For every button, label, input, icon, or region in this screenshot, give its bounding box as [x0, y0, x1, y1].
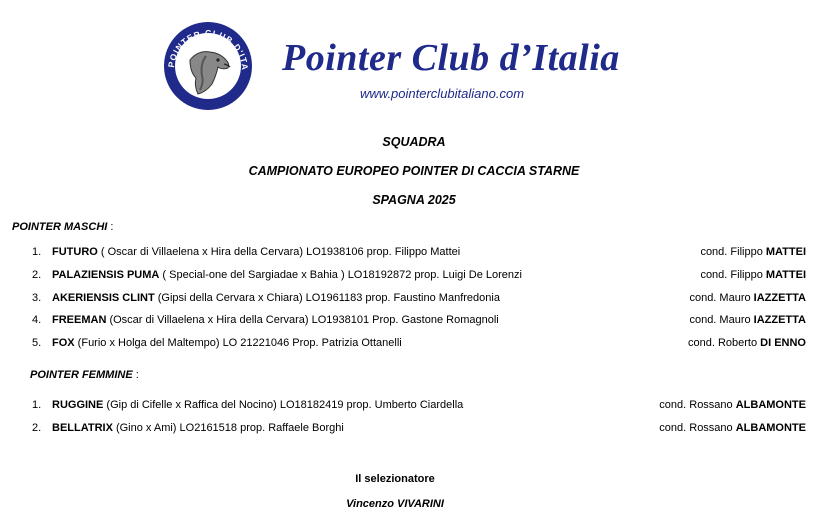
dog-name: RUGGINE	[52, 399, 104, 411]
heading-championship: CAMPIONATO EUROPEO POINTER DI CACCIA STARNE	[248, 164, 580, 178]
dog-name: AKERIENSIS CLINT	[52, 292, 155, 304]
handler-label: cond. Rossano	[659, 422, 736, 434]
list-item-number: 2.	[32, 422, 42, 434]
handler-label: cond. Mauro	[689, 292, 754, 304]
handler-surname: DI ENNO	[760, 337, 806, 349]
handler-surname: ALBAMONTE	[735, 422, 806, 434]
dog-name: FOX	[52, 337, 75, 349]
dog-details: (Gino x Ami) LO2161518 prop. Raffaele Borghi	[112, 422, 344, 434]
handler-surname: ALBAMONTE	[735, 399, 806, 411]
handler-label: cond. Roberto	[688, 337, 761, 349]
list-item	[0, 246, 828, 262]
section-title-females-text: POINTER FEMMINE	[30, 369, 133, 381]
handler	[688, 337, 806, 349]
handler-surname: IAZZETTA	[753, 314, 806, 326]
list-item-number: 1.	[32, 246, 42, 258]
section-title-males	[12, 221, 113, 233]
handler-label: cond. Filippo	[700, 269, 766, 281]
handler	[659, 399, 806, 411]
list-item-body	[52, 422, 344, 434]
section-title-females-suffix: :	[132, 369, 139, 381]
handler	[659, 422, 806, 434]
club-website[interactable]: www.pointerclubitaliano.com	[360, 86, 525, 101]
list-item-body	[52, 292, 500, 304]
dog-name: FREEMAN	[52, 314, 107, 326]
club-title: Pointer Club d’Italia	[282, 37, 620, 79]
list-item-body	[52, 269, 522, 281]
dog-name: BELLATRIX	[52, 422, 113, 434]
handler	[700, 269, 806, 281]
list-item	[0, 269, 828, 285]
section-title-males-text: POINTER MASCHI	[12, 221, 108, 233]
heading-location-year: SPAGNA 2025	[372, 193, 456, 207]
list-item-number: 2.	[32, 269, 42, 281]
logo-ring-text: POINTER CLUB D'ITA	[166, 27, 251, 72]
handler	[700, 246, 806, 258]
heading-squadra: SQUADRA	[382, 135, 446, 149]
section-title-males-suffix: :	[107, 221, 114, 233]
list-item-number: 3.	[32, 292, 42, 304]
list-item-number: 5.	[32, 337, 42, 349]
dog-details: ( Oscar di Villaelena x Hira della Cervara) LO1938106 prop. Filippo Mattei	[97, 246, 461, 258]
handler-label: cond. Filippo	[700, 246, 766, 258]
dog-details: (Gip di Cifelle x Raffica del Nocino) LO18182419 prop. Umberto Ciardella	[103, 399, 464, 411]
list-item	[0, 337, 828, 353]
dog-name: FUTURO	[52, 246, 98, 258]
dog-details: (Gipsi della Cervara x Chiara) LO1961183 prop. Faustino Manfredonia	[154, 292, 500, 304]
list-item-body	[52, 399, 463, 411]
handler-surname: IAZZETTA	[753, 292, 806, 304]
dog-details: (Furio x Holga del Maltempo) LO 21221046 Prop. Patrizia Ottanelli	[74, 337, 402, 349]
list-item-body	[52, 246, 460, 258]
handler-label: cond. Mauro	[689, 314, 754, 326]
dog-details: ( Special-one del Sargiadae x Bahia ) LO18192872 prop. Luigi De Lorenzi	[159, 269, 522, 281]
list-item-body	[52, 337, 402, 349]
handler-surname: MATTEI	[765, 246, 806, 258]
list-item-number: 1.	[32, 399, 42, 411]
list-item-body	[52, 314, 499, 326]
selector-label: Il selezionatore	[355, 473, 435, 485]
section-title-females	[30, 369, 139, 381]
list-item	[0, 399, 828, 415]
handler	[689, 292, 806, 304]
handler-surname: MATTEI	[765, 269, 806, 281]
handler-label: cond. Rossano	[659, 399, 736, 411]
pointer-club-logo	[160, 20, 256, 112]
list-item	[0, 314, 828, 330]
list-item	[0, 422, 828, 438]
list-item	[0, 292, 828, 308]
list-item-number: 4.	[32, 314, 42, 326]
selector-name: Vincenzo VIVARINI	[346, 498, 444, 510]
dog-name: PALAZIENSIS PUMA	[52, 269, 160, 281]
handler	[689, 314, 806, 326]
dog-details: (Oscar di Villaelena x Hira della Cervara) LO1938101 Prop. Gastone Romagnoli	[106, 314, 499, 326]
